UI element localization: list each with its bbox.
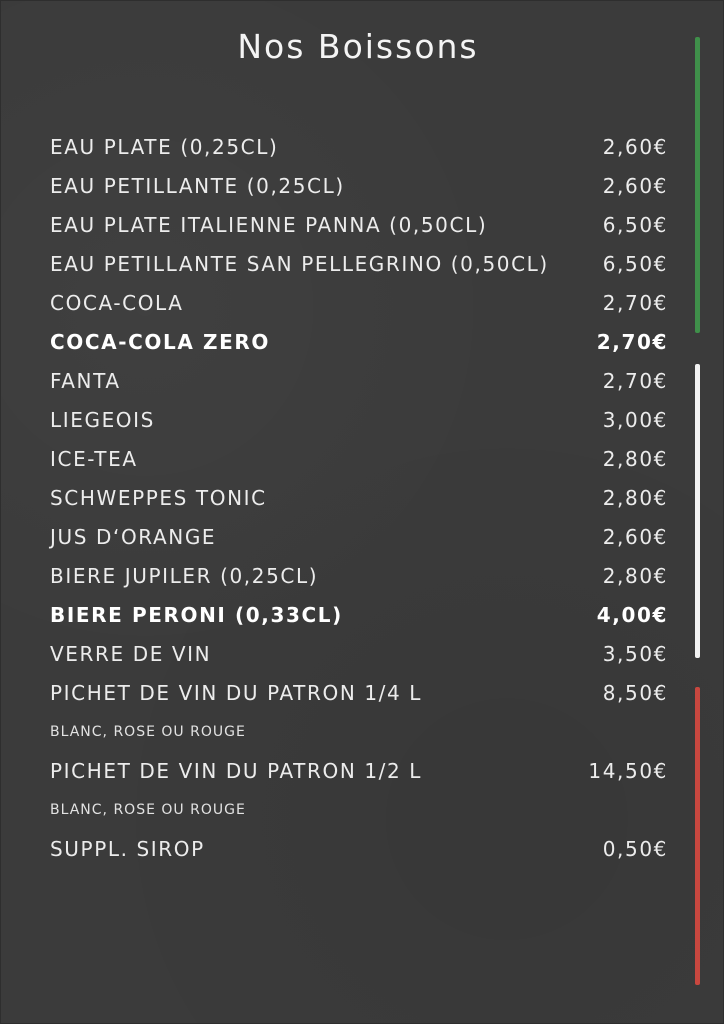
menu-item bbox=[50, 517, 668, 556]
menu-item bbox=[50, 829, 668, 868]
item-price: 2,70€ bbox=[602, 368, 668, 393]
item-name: PICHET DE VIN DU PATRON 1/2 L bbox=[50, 758, 423, 783]
item-name: PICHET DE VIN DU PATRON 1/4 L bbox=[50, 680, 423, 705]
menu-item bbox=[50, 166, 668, 205]
menu-item bbox=[50, 322, 668, 361]
item-price: 2,80€ bbox=[602, 446, 668, 471]
menu-item bbox=[50, 595, 668, 634]
drinks-list bbox=[50, 127, 668, 868]
menu-item bbox=[50, 751, 668, 790]
menu-item bbox=[50, 244, 668, 283]
item-name: EAU PETILLANTE SAN PELLEGRINO (0,50CL) bbox=[50, 251, 549, 276]
item-name: SCHWEPPES TONIC bbox=[50, 485, 267, 510]
menu-item bbox=[50, 283, 668, 322]
menu-item bbox=[50, 400, 668, 439]
item-name: COCA-COLA ZERO bbox=[50, 329, 270, 354]
item-price: 2,60€ bbox=[602, 524, 668, 549]
item-name: BIERE JUPILER (0,25CL) bbox=[50, 563, 319, 588]
item-price: 14,50€ bbox=[588, 758, 668, 783]
item-price: 6,50€ bbox=[602, 212, 668, 237]
item-price: 2,70€ bbox=[596, 329, 668, 354]
menu-item bbox=[50, 127, 668, 166]
item-price: 6,50€ bbox=[602, 251, 668, 276]
menu-item bbox=[50, 361, 668, 400]
item-price: 0,50€ bbox=[602, 836, 668, 861]
item-name: ICE-TEA bbox=[50, 446, 138, 471]
item-note: BLANC, ROSE OU ROUGE bbox=[50, 723, 246, 740]
menu-item bbox=[50, 634, 668, 673]
item-name: FANTA bbox=[50, 368, 121, 393]
item-name: EAU PETILLANTE (0,25CL) bbox=[50, 173, 345, 198]
page-title: Nos Boissons bbox=[237, 27, 479, 66]
item-name: LIEGEOIS bbox=[50, 407, 155, 432]
menu-item bbox=[50, 478, 668, 517]
menu-item bbox=[50, 439, 668, 478]
item-price: 3,00€ bbox=[602, 407, 668, 432]
item-price: 2,60€ bbox=[602, 173, 668, 198]
item-name: EAU PLATE (0,25CL) bbox=[50, 134, 279, 159]
item-price: 4,00€ bbox=[596, 602, 668, 627]
flag-red-stripe bbox=[695, 687, 700, 985]
item-price: 2,80€ bbox=[602, 563, 668, 588]
item-note: BLANC, ROSE OU ROUGE bbox=[50, 801, 246, 818]
item-price: 8,50€ bbox=[602, 680, 668, 705]
flag-green-stripe bbox=[695, 37, 700, 333]
item-price: 2,80€ bbox=[602, 485, 668, 510]
item-name: COCA-COLA bbox=[50, 290, 184, 315]
menu-item bbox=[50, 205, 668, 244]
flag-white-stripe bbox=[695, 364, 700, 658]
item-name: EAU PLATE ITALIENNE PANNA (0,50CL) bbox=[50, 212, 488, 237]
item-name: SUPPL. SIROP bbox=[50, 836, 205, 861]
item-price: 3,50€ bbox=[602, 641, 668, 666]
menu-item bbox=[50, 556, 668, 595]
menu-item bbox=[50, 673, 668, 712]
item-price: 2,70€ bbox=[602, 290, 668, 315]
item-name: BIERE PERONI (0,33CL) bbox=[50, 602, 343, 627]
item-name: VERRE DE VIN bbox=[50, 641, 212, 666]
item-name: JUS D‘ORANGE bbox=[50, 524, 217, 549]
item-price: 2,60€ bbox=[602, 134, 668, 159]
